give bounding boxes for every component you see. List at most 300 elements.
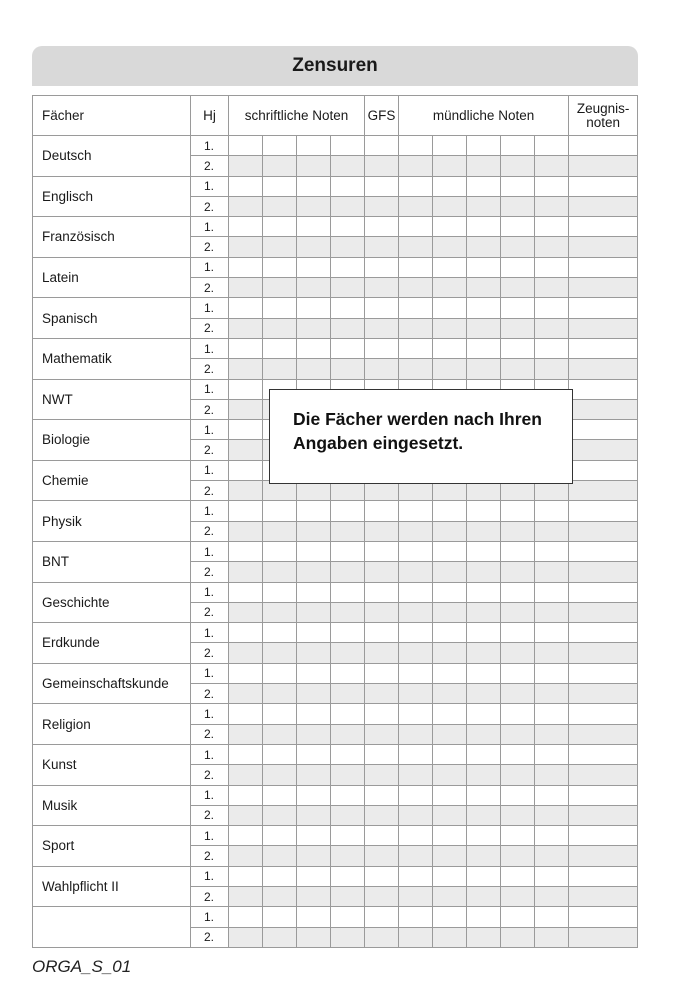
grade-cell[interactable] <box>501 643 535 663</box>
grade-cell[interactable] <box>501 582 535 602</box>
grade-cell[interactable] <box>433 866 467 886</box>
grade-cell[interactable] <box>501 521 535 541</box>
grade-cell[interactable] <box>433 582 467 602</box>
grade-cell[interactable] <box>501 684 535 704</box>
grade-cell[interactable] <box>229 521 263 541</box>
grade-cell[interactable] <box>365 217 399 237</box>
grade-cell[interactable] <box>399 562 433 582</box>
grade-cell[interactable] <box>331 744 365 764</box>
grade-cell[interactable] <box>365 541 399 561</box>
grade-cell[interactable] <box>467 501 501 521</box>
grade-cell[interactable] <box>263 318 297 338</box>
grade-cell[interactable] <box>263 684 297 704</box>
grade-cell[interactable] <box>331 257 365 277</box>
grade-cell[interactable] <box>501 805 535 825</box>
grade-cell[interactable] <box>365 826 399 846</box>
grade-cell[interactable] <box>263 663 297 683</box>
grade-cell[interactable] <box>433 927 467 947</box>
grade-cell[interactable] <box>297 217 331 237</box>
grade-cell[interactable] <box>365 866 399 886</box>
grade-cell[interactable] <box>569 582 638 602</box>
grade-cell[interactable] <box>297 176 331 196</box>
grade-cell[interactable] <box>365 156 399 176</box>
grade-cell[interactable] <box>467 521 501 541</box>
grade-cell[interactable] <box>263 643 297 663</box>
grade-cell[interactable] <box>535 541 569 561</box>
grade-cell[interactable] <box>263 359 297 379</box>
grade-cell[interactable] <box>467 866 501 886</box>
grade-cell[interactable] <box>569 541 638 561</box>
grade-cell[interactable] <box>331 866 365 886</box>
grade-cell[interactable] <box>263 278 297 298</box>
grade-cell[interactable] <box>467 359 501 379</box>
grade-cell[interactable] <box>433 663 467 683</box>
grade-cell[interactable] <box>467 156 501 176</box>
grade-cell[interactable] <box>467 136 501 156</box>
grade-cell[interactable] <box>569 562 638 582</box>
grade-cell[interactable] <box>569 684 638 704</box>
grade-cell[interactable] <box>263 582 297 602</box>
grade-cell[interactable] <box>569 481 638 501</box>
grade-cell[interactable] <box>365 846 399 866</box>
grade-cell[interactable] <box>501 907 535 927</box>
grade-cell[interactable] <box>331 217 365 237</box>
grade-cell[interactable] <box>331 541 365 561</box>
grade-cell[interactable] <box>399 805 433 825</box>
grade-cell[interactable] <box>399 237 433 257</box>
grade-cell[interactable] <box>569 765 638 785</box>
grade-cell[interactable] <box>569 318 638 338</box>
grade-cell[interactable] <box>229 907 263 927</box>
grade-cell[interactable] <box>263 765 297 785</box>
grade-cell[interactable] <box>297 886 331 906</box>
grade-cell[interactable] <box>331 785 365 805</box>
grade-cell[interactable] <box>263 338 297 358</box>
grade-cell[interactable] <box>535 765 569 785</box>
grade-cell[interactable] <box>467 278 501 298</box>
grade-cell[interactable] <box>365 765 399 785</box>
grade-cell[interactable] <box>433 785 467 805</box>
grade-cell[interactable] <box>569 237 638 257</box>
grade-cell[interactable] <box>229 359 263 379</box>
grade-cell[interactable] <box>365 278 399 298</box>
grade-cell[interactable] <box>331 805 365 825</box>
grade-cell[interactable] <box>501 196 535 216</box>
grade-cell[interactable] <box>399 196 433 216</box>
grade-cell[interactable] <box>399 298 433 318</box>
grade-cell[interactable] <box>535 156 569 176</box>
grade-cell[interactable] <box>297 663 331 683</box>
grade-cell[interactable] <box>467 318 501 338</box>
grade-cell[interactable] <box>365 318 399 338</box>
grade-cell[interactable] <box>331 846 365 866</box>
grade-cell[interactable] <box>535 278 569 298</box>
grade-cell[interactable] <box>229 744 263 764</box>
grade-cell[interactable] <box>365 623 399 643</box>
grade-cell[interactable] <box>297 684 331 704</box>
grade-cell[interactable] <box>569 359 638 379</box>
grade-cell[interactable] <box>297 582 331 602</box>
grade-cell[interactable] <box>535 805 569 825</box>
grade-cell[interactable] <box>467 217 501 237</box>
grade-cell[interactable] <box>569 217 638 237</box>
grade-cell[interactable] <box>229 318 263 338</box>
grade-cell[interactable] <box>365 237 399 257</box>
grade-cell[interactable] <box>399 217 433 237</box>
grade-cell[interactable] <box>331 521 365 541</box>
grade-cell[interactable] <box>535 907 569 927</box>
grade-cell[interactable] <box>569 156 638 176</box>
grade-cell[interactable] <box>229 602 263 622</box>
grade-cell[interactable] <box>331 704 365 724</box>
grade-cell[interactable] <box>501 156 535 176</box>
grade-cell[interactable] <box>433 623 467 643</box>
grade-cell[interactable] <box>331 724 365 744</box>
grade-cell[interactable] <box>569 379 638 399</box>
grade-cell[interactable] <box>331 278 365 298</box>
grade-cell[interactable] <box>467 724 501 744</box>
grade-cell[interactable] <box>433 541 467 561</box>
grade-cell[interactable] <box>229 765 263 785</box>
grade-cell[interactable] <box>501 846 535 866</box>
grade-cell[interactable] <box>501 724 535 744</box>
grade-cell[interactable] <box>569 257 638 277</box>
grade-cell[interactable] <box>399 866 433 886</box>
grade-cell[interactable] <box>433 846 467 866</box>
grade-cell[interactable] <box>263 541 297 561</box>
grade-cell[interactable] <box>263 196 297 216</box>
grade-cell[interactable] <box>365 724 399 744</box>
grade-cell[interactable] <box>433 886 467 906</box>
grade-cell[interactable] <box>229 460 263 480</box>
grade-cell[interactable] <box>331 298 365 318</box>
grade-cell[interactable] <box>399 501 433 521</box>
grade-cell[interactable] <box>399 257 433 277</box>
grade-cell[interactable] <box>535 318 569 338</box>
grade-cell[interactable] <box>263 907 297 927</box>
grade-cell[interactable] <box>569 298 638 318</box>
grade-cell[interactable] <box>263 886 297 906</box>
grade-cell[interactable] <box>433 237 467 257</box>
grade-cell[interactable] <box>331 907 365 927</box>
grade-cell[interactable] <box>501 704 535 724</box>
grade-cell[interactable] <box>263 785 297 805</box>
grade-cell[interactable] <box>501 237 535 257</box>
grade-cell[interactable] <box>229 663 263 683</box>
grade-cell[interactable] <box>365 136 399 156</box>
grade-cell[interactable] <box>365 704 399 724</box>
grade-cell[interactable] <box>399 826 433 846</box>
grade-cell[interactable] <box>399 278 433 298</box>
grade-cell[interactable] <box>229 379 263 399</box>
grade-cell[interactable] <box>467 886 501 906</box>
grade-cell[interactable] <box>535 785 569 805</box>
grade-cell[interactable] <box>263 521 297 541</box>
grade-cell[interactable] <box>569 602 638 622</box>
grade-cell[interactable] <box>365 338 399 358</box>
grade-cell[interactable] <box>433 156 467 176</box>
grade-cell[interactable] <box>467 765 501 785</box>
grade-cell[interactable] <box>263 176 297 196</box>
grade-cell[interactable] <box>569 399 638 419</box>
grade-cell[interactable] <box>365 643 399 663</box>
grade-cell[interactable] <box>569 521 638 541</box>
grade-cell[interactable] <box>535 927 569 947</box>
grade-cell[interactable] <box>365 684 399 704</box>
grade-cell[interactable] <box>535 846 569 866</box>
grade-cell[interactable] <box>229 501 263 521</box>
grade-cell[interactable] <box>569 501 638 521</box>
grade-cell[interactable] <box>501 136 535 156</box>
grade-cell[interactable] <box>263 156 297 176</box>
grade-cell[interactable] <box>365 907 399 927</box>
grade-cell[interactable] <box>365 805 399 825</box>
grade-cell[interactable] <box>297 196 331 216</box>
grade-cell[interactable] <box>399 582 433 602</box>
grade-cell[interactable] <box>263 805 297 825</box>
grade-cell[interactable] <box>399 359 433 379</box>
grade-cell[interactable] <box>569 805 638 825</box>
grade-cell[interactable] <box>433 501 467 521</box>
grade-cell[interactable] <box>263 237 297 257</box>
grade-cell[interactable] <box>467 623 501 643</box>
grade-cell[interactable] <box>535 866 569 886</box>
grade-cell[interactable] <box>229 156 263 176</box>
grade-cell[interactable] <box>501 602 535 622</box>
grade-cell[interactable] <box>535 582 569 602</box>
grade-cell[interactable] <box>501 541 535 561</box>
grade-cell[interactable] <box>433 318 467 338</box>
grade-cell[interactable] <box>501 298 535 318</box>
grade-cell[interactable] <box>569 826 638 846</box>
grade-cell[interactable] <box>297 602 331 622</box>
grade-cell[interactable] <box>229 704 263 724</box>
grade-cell[interactable] <box>399 136 433 156</box>
grade-cell[interactable] <box>501 176 535 196</box>
grade-cell[interactable] <box>229 785 263 805</box>
grade-cell[interactable] <box>501 623 535 643</box>
grade-cell[interactable] <box>399 541 433 561</box>
grade-cell[interactable] <box>297 866 331 886</box>
grade-cell[interactable] <box>331 886 365 906</box>
grade-cell[interactable] <box>433 176 467 196</box>
grade-cell[interactable] <box>433 562 467 582</box>
grade-cell[interactable] <box>467 805 501 825</box>
grade-cell[interactable] <box>501 359 535 379</box>
grade-cell[interactable] <box>501 217 535 237</box>
grade-cell[interactable] <box>467 907 501 927</box>
grade-cell[interactable] <box>399 744 433 764</box>
grade-cell[interactable] <box>535 826 569 846</box>
grade-cell[interactable] <box>501 318 535 338</box>
grade-cell[interactable] <box>399 907 433 927</box>
grade-cell[interactable] <box>569 907 638 927</box>
grade-cell[interactable] <box>229 237 263 257</box>
grade-cell[interactable] <box>229 440 263 460</box>
grade-cell[interactable] <box>535 257 569 277</box>
grade-cell[interactable] <box>229 257 263 277</box>
grade-cell[interactable] <box>297 805 331 825</box>
grade-cell[interactable] <box>569 927 638 947</box>
grade-cell[interactable] <box>263 501 297 521</box>
grade-cell[interactable] <box>433 217 467 237</box>
grade-cell[interactable] <box>229 176 263 196</box>
grade-cell[interactable] <box>569 196 638 216</box>
grade-cell[interactable] <box>433 338 467 358</box>
grade-cell[interactable] <box>229 886 263 906</box>
grade-cell[interactable] <box>331 562 365 582</box>
grade-cell[interactable] <box>297 237 331 257</box>
grade-cell[interactable] <box>297 318 331 338</box>
grade-cell[interactable] <box>399 176 433 196</box>
grade-cell[interactable] <box>501 562 535 582</box>
grade-cell[interactable] <box>365 785 399 805</box>
grade-cell[interactable] <box>263 724 297 744</box>
grade-cell[interactable] <box>331 643 365 663</box>
grade-cell[interactable] <box>399 927 433 947</box>
grade-cell[interactable] <box>535 663 569 683</box>
grade-cell[interactable] <box>501 278 535 298</box>
grade-cell[interactable] <box>433 521 467 541</box>
grade-cell[interactable] <box>297 359 331 379</box>
grade-cell[interactable] <box>501 663 535 683</box>
grade-cell[interactable] <box>297 338 331 358</box>
grade-cell[interactable] <box>399 785 433 805</box>
grade-cell[interactable] <box>297 927 331 947</box>
grade-cell[interactable] <box>229 196 263 216</box>
grade-cell[interactable] <box>297 846 331 866</box>
grade-cell[interactable] <box>263 927 297 947</box>
grade-cell[interactable] <box>433 136 467 156</box>
grade-cell[interactable] <box>365 176 399 196</box>
grade-cell[interactable] <box>535 623 569 643</box>
grade-cell[interactable] <box>297 765 331 785</box>
grade-cell[interactable] <box>297 744 331 764</box>
grade-cell[interactable] <box>535 704 569 724</box>
grade-cell[interactable] <box>535 684 569 704</box>
grade-cell[interactable] <box>467 663 501 683</box>
grade-cell[interactable] <box>297 136 331 156</box>
grade-cell[interactable] <box>263 744 297 764</box>
grade-cell[interactable] <box>467 846 501 866</box>
grade-cell[interactable] <box>365 663 399 683</box>
grade-cell[interactable] <box>365 196 399 216</box>
grade-cell[interactable] <box>399 602 433 622</box>
grade-cell[interactable] <box>399 886 433 906</box>
grade-cell[interactable] <box>433 826 467 846</box>
grade-cell[interactable] <box>467 562 501 582</box>
grade-cell[interactable] <box>433 744 467 764</box>
grade-cell[interactable] <box>535 521 569 541</box>
grade-cell[interactable] <box>331 765 365 785</box>
grade-cell[interactable] <box>433 643 467 663</box>
grade-cell[interactable] <box>467 684 501 704</box>
grade-cell[interactable] <box>433 765 467 785</box>
grade-cell[interactable] <box>229 846 263 866</box>
grade-cell[interactable] <box>433 196 467 216</box>
grade-cell[interactable] <box>501 338 535 358</box>
grade-cell[interactable] <box>535 724 569 744</box>
grade-cell[interactable] <box>535 562 569 582</box>
grade-cell[interactable] <box>331 318 365 338</box>
grade-cell[interactable] <box>467 541 501 561</box>
grade-cell[interactable] <box>229 927 263 947</box>
grade-cell[interactable] <box>229 136 263 156</box>
grade-cell[interactable] <box>297 541 331 561</box>
grade-cell[interactable] <box>467 643 501 663</box>
grade-cell[interactable] <box>263 846 297 866</box>
grade-cell[interactable] <box>263 136 297 156</box>
grade-cell[interactable] <box>263 298 297 318</box>
grade-cell[interactable] <box>569 420 638 440</box>
grade-cell[interactable] <box>467 704 501 724</box>
grade-cell[interactable] <box>297 521 331 541</box>
grade-cell[interactable] <box>399 521 433 541</box>
grade-cell[interactable] <box>263 602 297 622</box>
grade-cell[interactable] <box>535 217 569 237</box>
grade-cell[interactable] <box>297 826 331 846</box>
grade-cell[interactable] <box>365 359 399 379</box>
grade-cell[interactable] <box>365 582 399 602</box>
grade-cell[interactable] <box>535 298 569 318</box>
grade-cell[interactable] <box>297 501 331 521</box>
grade-cell[interactable] <box>569 623 638 643</box>
grade-cell[interactable] <box>467 582 501 602</box>
grade-cell[interactable] <box>365 501 399 521</box>
grade-cell[interactable] <box>229 623 263 643</box>
grade-cell[interactable] <box>297 257 331 277</box>
grade-cell[interactable] <box>365 298 399 318</box>
grade-cell[interactable] <box>501 785 535 805</box>
grade-cell[interactable] <box>399 318 433 338</box>
grade-cell[interactable] <box>569 886 638 906</box>
grade-cell[interactable] <box>331 176 365 196</box>
grade-cell[interactable] <box>297 907 331 927</box>
grade-cell[interactable] <box>501 744 535 764</box>
grade-cell[interactable] <box>229 724 263 744</box>
grade-cell[interactable] <box>229 541 263 561</box>
grade-cell[interactable] <box>569 663 638 683</box>
grade-cell[interactable] <box>569 136 638 156</box>
grade-cell[interactable] <box>229 399 263 419</box>
grade-cell[interactable] <box>467 927 501 947</box>
grade-cell[interactable] <box>331 237 365 257</box>
grade-cell[interactable] <box>331 359 365 379</box>
grade-cell[interactable] <box>263 826 297 846</box>
grade-cell[interactable] <box>433 602 467 622</box>
grade-cell[interactable] <box>297 724 331 744</box>
grade-cell[interactable] <box>399 643 433 663</box>
grade-cell[interactable] <box>399 684 433 704</box>
grade-cell[interactable] <box>399 623 433 643</box>
grade-cell[interactable] <box>297 643 331 663</box>
grade-cell[interactable] <box>433 684 467 704</box>
grade-cell[interactable] <box>263 217 297 237</box>
grade-cell[interactable] <box>467 744 501 764</box>
grade-cell[interactable] <box>263 704 297 724</box>
grade-cell[interactable] <box>263 562 297 582</box>
grade-cell[interactable] <box>535 886 569 906</box>
grade-cell[interactable] <box>467 826 501 846</box>
grade-cell[interactable] <box>365 744 399 764</box>
grade-cell[interactable] <box>535 338 569 358</box>
grade-cell[interactable] <box>569 846 638 866</box>
grade-cell[interactable] <box>569 724 638 744</box>
grade-cell[interactable] <box>433 724 467 744</box>
grade-cell[interactable] <box>297 623 331 643</box>
grade-cell[interactable] <box>399 724 433 744</box>
grade-cell[interactable] <box>229 826 263 846</box>
